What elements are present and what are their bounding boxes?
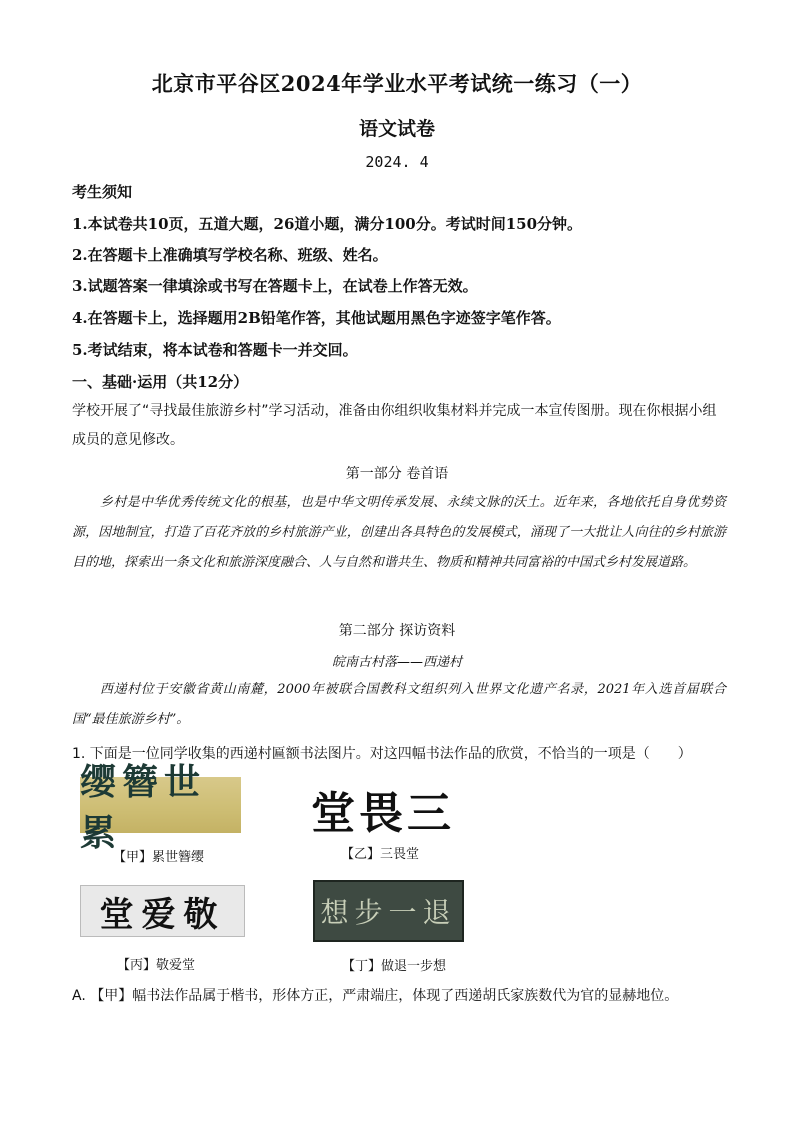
notice-item: 5.考试结束，将本试卷和答题卡一并交回。 <box>72 341 358 359</box>
plaque-bing-text: 堂爱敬 <box>99 894 226 935</box>
notice-item: 2.在答题卡上准确填写学校名称、班级、姓名。 <box>72 246 388 264</box>
exam-date: 2024. 4 <box>365 153 429 171</box>
section-intro: 学校开展了“寻找最佳旅游乡村”学习活动，准备由你组织收集材料并完成一本宣传图册。现在你根据小组成员的意见修改。 <box>72 403 717 448</box>
section-heading: 一、基础·运用（共12分） <box>72 373 249 391</box>
plaque-jia-text: 缨簪世累 <box>80 761 207 854</box>
plaque-ding-caption: 【丁】做退一步想 <box>342 959 447 974</box>
part2-title: 第二部分 探访资料 <box>338 623 456 639</box>
part1-title: 第一部分 卷首语 <box>345 466 449 482</box>
plaque-ding-image <box>313 880 464 942</box>
plaque-ding-text: 想步一退 <box>320 896 457 929</box>
notice-item: 4.在答题卡上，选择题用2B铅笔作答，其他试题用黑色字迹签字笔作答。 <box>72 309 561 327</box>
plaque-yi-image <box>308 780 458 838</box>
exam-title: 北京市平谷区2024年学业水平考试统一练习（一） <box>151 71 643 96</box>
plaque-bing-image <box>80 885 245 937</box>
option-a: A. 【甲】幅书法作品属于楷书，形体方正，严肃端庄，体现了西递胡氏家族数代为官的显赫地位。 <box>72 988 679 1004</box>
notice-title: 考生须知 <box>72 183 133 201</box>
plaque-jia-image <box>80 761 241 854</box>
notice-item: 1.本试卷共10页，五道大题，26道小题，满分100分。考试时间150分钟。 <box>72 215 583 233</box>
part2-subtitle: 皖南古村落——西递村 <box>331 655 462 670</box>
part2-text: 西递村位于安徽省黄山南麓，2000年被联合国教科文组织列入世界文化遗产名录，2021年入选首届联合国“最佳旅游乡村”。 <box>72 682 726 727</box>
plaque-jia-caption: 【甲】累世簪缨 <box>113 850 205 865</box>
part1-text: 乡村是中华优秀传统文化的根基，也是中华文明传承发展、永续文脉的沃土。近年来，各地依托自身优势资源，因地制宜，打造了百花齐放的乡村旅游产业，创建出各具特色的发展模式，涌现了一大批让人向往的乡村旅游目的地，探索出一条文化和旅游深度融合、人与自然和谐共生、物质和精神共同富裕的中国式乡村发展道路。 <box>72 495 726 570</box>
plaque-yi-text: 堂畏三 <box>311 788 455 839</box>
plaque-yi-caption: 【乙】三畏堂 <box>341 847 420 862</box>
notice-item: 3.试题答案一律填涂或书写在答题卡上，在试卷上作答无效。 <box>72 277 478 295</box>
plaque-bing-caption: 【丙】敬爱堂 <box>117 958 196 973</box>
exam-subtitle: 语文试卷 <box>358 118 435 140</box>
question-stem: 1. 下面是一位同学收集的西递村匾额书法图片。对这四幅书法作品的欣赏，不恰当的一项是（ ） <box>72 746 692 762</box>
